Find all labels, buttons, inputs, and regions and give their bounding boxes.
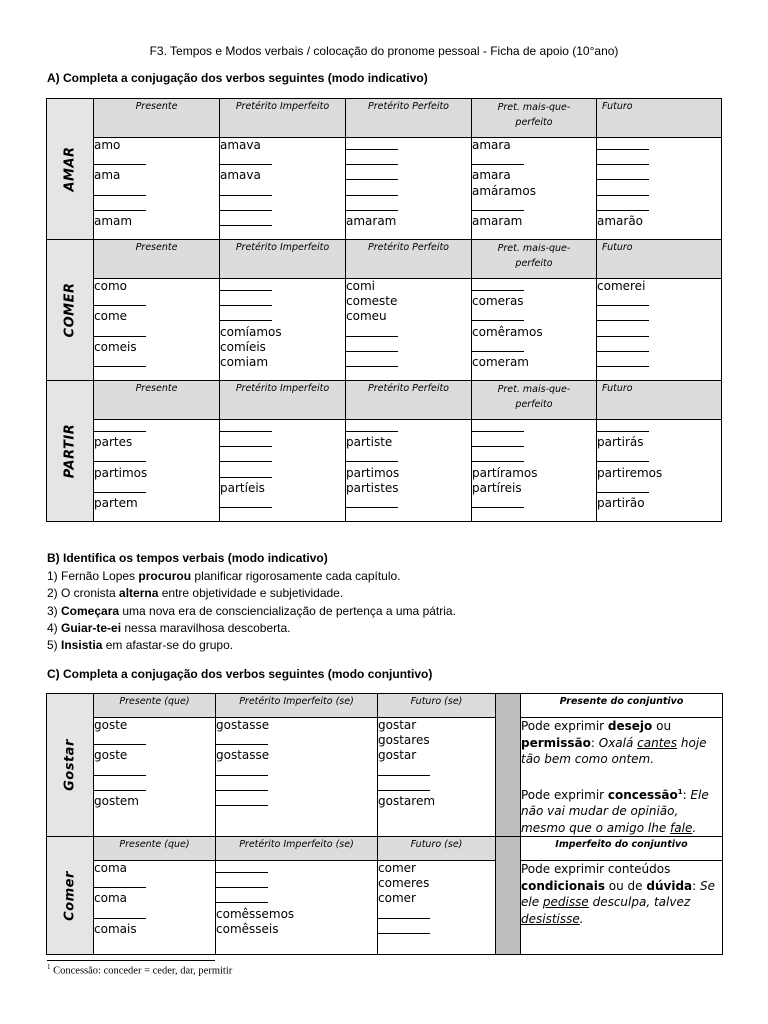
answer-blank[interactable] (220, 214, 345, 229)
tense-header: Pretérito Perfeito (346, 99, 472, 138)
answer-blank[interactable] (216, 861, 377, 876)
footnote-text: Concessão: conceder = ceder, dar, permitir (53, 965, 233, 977)
answer-blank[interactable] (378, 907, 495, 922)
verb-form: partimos (94, 465, 148, 480)
answer-blank[interactable] (220, 153, 345, 168)
answer-blank[interactable] (216, 794, 377, 809)
footnote-separator (47, 960, 215, 961)
conjugation-cell (346, 279, 472, 381)
tense-header: Pret. mais-que-perfeito (472, 99, 597, 138)
answer-blank[interactable] (472, 199, 596, 214)
grammar-note (521, 718, 723, 837)
answer-blank[interactable] (216, 764, 377, 779)
answer-blank[interactable] (472, 450, 596, 465)
verb-form: coma (94, 861, 127, 875)
answer-blank[interactable] (216, 891, 377, 906)
verb-form: comíamos (220, 324, 282, 339)
conjugation-cell (472, 279, 597, 381)
tense-header: Pretérito Perfeito (346, 381, 472, 420)
answer-blank[interactable] (94, 876, 215, 891)
verb-form: partirás (597, 435, 644, 450)
note-paragraph: Pode exprimir desejo ou permissão: Oxalá cantes hoje tão bem como ontem. (521, 719, 707, 766)
tense-header: Pret. mais-que-perfeito (472, 381, 597, 420)
answer-blank[interactable] (472, 279, 596, 294)
tense-header: Futuro (se) (378, 837, 496, 861)
conjugation-cell (94, 279, 220, 381)
verb-form: comiam (220, 354, 269, 369)
verb-form: comeras (472, 294, 524, 309)
verb-form: comais (94, 921, 137, 936)
sentence-item (47, 638, 233, 652)
section-c-heading: C) Completa a conjugação dos verbos seguintes (modo conjuntivo) (47, 667, 433, 681)
verb-form: partiremos (597, 465, 663, 480)
answer-blank[interactable] (94, 184, 219, 199)
answer-blank[interactable] (346, 199, 471, 214)
answer-blank[interactable] (597, 168, 721, 183)
answer-blank[interactable] (94, 481, 219, 496)
answer-blank[interactable] (220, 450, 345, 465)
sentence-text: 5) (47, 638, 62, 653)
answer-blank[interactable] (220, 496, 345, 511)
answer-blank[interactable] (597, 309, 721, 324)
conjugation-cell (216, 861, 378, 955)
answer-blank[interactable] (597, 340, 721, 355)
verb-form: amam (94, 213, 133, 228)
shaded-column (496, 694, 521, 837)
conjugation-cell (597, 279, 722, 381)
conjugation-cell (346, 138, 472, 240)
verb-form: comeu (346, 309, 387, 324)
answer-blank[interactable] (94, 764, 215, 779)
verb-highlight: alterna (119, 586, 159, 601)
footnote (47, 963, 232, 977)
answer-blank[interactable] (346, 325, 471, 340)
conjugation-cell (472, 138, 597, 240)
answer-blank[interactable] (216, 733, 377, 748)
answer-blank[interactable] (346, 184, 471, 199)
answer-blank[interactable] (220, 184, 345, 199)
verb-form: comeis (94, 339, 137, 354)
verb-form: comêssemos (216, 906, 295, 921)
verb-form: comer (378, 861, 416, 875)
answer-blank[interactable] (94, 355, 219, 370)
verb-highlight: Insistia (61, 638, 103, 653)
verb-form: partíramos (472, 465, 538, 480)
answer-blank[interactable] (220, 435, 345, 450)
answer-blank[interactable] (220, 420, 345, 435)
answer-blank[interactable] (216, 876, 377, 891)
shaded-column (496, 837, 521, 955)
verb-label-cell (47, 694, 94, 837)
sentence-item (47, 604, 456, 618)
answer-blank[interactable] (597, 199, 721, 214)
answer-blank[interactable] (597, 294, 721, 309)
verb-label-cell (47, 240, 94, 381)
verb-form: partirão (597, 495, 645, 510)
conjugation-cell (216, 718, 378, 837)
footnote-mark: 1 (47, 963, 51, 971)
verb-label-cell (47, 837, 94, 955)
sentence-text: uma nova era de consciencialização de pertença a uma pátria. (119, 603, 456, 618)
tense-header: Futuro (597, 240, 722, 279)
verb-label: AMAR (62, 146, 78, 192)
answer-blank[interactable] (597, 481, 721, 496)
answer-blank[interactable] (472, 153, 596, 168)
verb-form: goste (94, 718, 128, 732)
tense-header: Pretérito Perfeito (346, 240, 472, 279)
answer-blank[interactable] (94, 779, 215, 794)
answer-blank[interactable] (220, 199, 345, 214)
tense-header: Pretérito Imperfeito (se) (216, 837, 378, 861)
conjugation-cell (94, 861, 216, 955)
tense-header: Presente (que) (94, 694, 216, 718)
conjugation-cell (94, 718, 216, 837)
verb-label: COMER (62, 282, 78, 338)
answer-blank[interactable] (597, 138, 721, 153)
sentence-text: 3) (47, 603, 62, 618)
answer-blank[interactable] (378, 922, 495, 937)
verb-form: comerei (597, 279, 646, 293)
verb-form: gostasse (216, 718, 270, 732)
verb-form: gostar (378, 718, 417, 732)
tense-header: Presente (94, 381, 220, 420)
verb-label-cell (47, 99, 94, 240)
verb-form: comer (378, 891, 416, 906)
answer-blank[interactable] (597, 325, 721, 340)
answer-blank[interactable] (472, 340, 596, 355)
sentence-item (47, 586, 343, 600)
verb-form: amava (220, 168, 261, 183)
answer-blank[interactable] (346, 168, 471, 183)
note-header: Imperfeito do conjuntivo (521, 837, 723, 861)
answer-blank[interactable] (597, 153, 721, 168)
verb-label: Comer (62, 870, 78, 921)
tense-header: Futuro (597, 99, 722, 138)
verb-form: comeste (346, 294, 398, 309)
answer-blank[interactable] (94, 325, 219, 340)
answer-blank[interactable] (220, 294, 345, 309)
answer-blank[interactable] (378, 764, 495, 779)
answer-blank[interactable] (597, 450, 721, 465)
sentence-text: em afastar-se do grupo. (102, 638, 234, 653)
answer-blank[interactable] (346, 496, 471, 511)
answer-blank[interactable] (94, 294, 219, 309)
verb-form: amo (94, 138, 121, 152)
verb-form: partimos (346, 465, 400, 480)
verb-form: amáramos (472, 183, 536, 198)
note-paragraph: Pode exprimir concessão$^1$: Ele não vai mudar de opinião, mesmo que o amigo lhe fale. (521, 787, 709, 835)
tense-header: Presente (que) (94, 837, 216, 861)
answer-blank[interactable] (472, 420, 596, 435)
verb-form: gostasse (216, 748, 270, 763)
verb-form: amara (472, 168, 511, 183)
section-a-heading: A) Completa a conjugação dos verbos seguintes (modo indicativo) (47, 71, 428, 85)
answer-blank[interactable] (94, 153, 219, 168)
tense-header: Presente (94, 99, 220, 138)
answer-blank[interactable] (346, 153, 471, 168)
indicative-conjugation-table (46, 98, 722, 522)
sentence-text: entre objetividade e subjetividade. (158, 586, 344, 601)
answer-blank[interactable] (346, 340, 471, 355)
conjugation-cell (346, 420, 472, 522)
sentence-text: 4) (47, 620, 62, 635)
page-title: F3. Tempos e Modos verbais / colocação do pronome pessoal - Ficha de apoio (10°ano) (149, 44, 619, 58)
verb-form: comêsseis (216, 921, 279, 936)
verb-form: partíeis (220, 480, 265, 495)
verb-form: comêramos (472, 324, 543, 339)
answer-blank[interactable] (346, 138, 471, 153)
answer-blank[interactable] (220, 279, 345, 294)
tense-header: Pret. mais-que-perfeito (472, 240, 597, 279)
verb-form: gostarem (378, 793, 436, 808)
note-header: Presente do conjuntivo (521, 694, 723, 718)
verb-form: ama (94, 168, 121, 183)
conjugation-cell (94, 138, 220, 240)
verb-form: partiste (346, 435, 393, 450)
answer-blank[interactable] (378, 779, 495, 794)
verb-form: gostar (378, 748, 417, 763)
sentence-text: 1) Fernão Lopes (47, 569, 139, 583)
conjugation-cell (94, 420, 220, 522)
conjugation-cell (472, 420, 597, 522)
verb-form: goste (94, 748, 128, 763)
tense-header: Presente (94, 240, 220, 279)
verb-form: gostares (378, 733, 430, 748)
verb-highlight: procurou (138, 569, 192, 583)
verb-form: partíreis (472, 480, 522, 495)
conjugation-cell (220, 138, 346, 240)
verb-form: amaram (346, 213, 397, 228)
tense-header: Pretérito Imperfeito (se) (216, 694, 378, 718)
answer-blank[interactable] (472, 309, 596, 324)
verb-form: come (94, 309, 128, 324)
answer-blank[interactable] (220, 466, 345, 481)
verb-form: partem (94, 495, 138, 510)
verb-form: como (94, 279, 127, 293)
verb-form: amarão (597, 213, 644, 228)
answer-blank[interactable] (597, 355, 721, 370)
conjugation-cell (220, 420, 346, 522)
verb-label: PARTIR (62, 423, 78, 479)
answer-blank[interactable] (94, 733, 215, 748)
verb-label-cell (47, 381, 94, 522)
sentence-text: nessa maravilhosa descoberta. (121, 620, 291, 635)
conjugation-cell (220, 279, 346, 381)
tense-header: Pretérito Imperfeito (220, 381, 346, 420)
verb-form: partistes (346, 480, 399, 495)
note-paragraph: Pode exprimir conteúdos condicionais ou de dúvida: Se ele pedisse desculpa, talvez desistisse. (521, 862, 715, 926)
conjugation-cell (378, 718, 496, 837)
verb-highlight: Guiar-te-ei (61, 620, 122, 635)
verb-form: comeres (378, 876, 430, 891)
sentence-text: 2) O cronista (47, 586, 120, 601)
section-b-heading: B) Identifica os tempos verbais (modo indicativo) (47, 551, 328, 565)
verb-form: coma (94, 891, 127, 906)
verb-form: comeram (472, 354, 529, 369)
verb-label: Gostar (62, 739, 78, 791)
conjugation-cell (378, 861, 496, 955)
verb-form: amava (220, 138, 261, 152)
answer-blank[interactable] (472, 435, 596, 450)
answer-blank[interactable] (94, 450, 219, 465)
answer-blank[interactable] (216, 779, 377, 794)
sentence-text: planificar rigorosamente cada capítulo. (191, 569, 401, 583)
verb-form: amara (472, 138, 511, 152)
answer-blank[interactable] (94, 907, 215, 922)
answer-blank[interactable] (94, 420, 219, 435)
tense-header: Pretérito Imperfeito (220, 240, 346, 279)
answer-blank[interactable] (597, 420, 721, 435)
verb-highlight: Começara (61, 603, 120, 618)
tense-header: Futuro (se) (378, 694, 496, 718)
tense-header: Pretérito Imperfeito (220, 99, 346, 138)
tense-header: Futuro (597, 381, 722, 420)
verb-form: amaram (472, 213, 523, 228)
conjugation-cell (597, 420, 722, 522)
sentence-item (47, 569, 401, 583)
verb-form: comi (346, 279, 375, 293)
answer-blank[interactable] (94, 199, 219, 214)
verb-form: partes (94, 435, 133, 450)
answer-blank[interactable] (346, 420, 471, 435)
answer-blank[interactable] (346, 450, 471, 465)
verb-form: gostem (94, 793, 139, 808)
answer-blank[interactable] (346, 355, 471, 370)
conjugation-cell (597, 138, 722, 240)
answer-blank[interactable] (220, 309, 345, 324)
answer-blank[interactable] (472, 496, 596, 511)
grammar-note (521, 861, 723, 955)
subjunctive-conjugation-table (46, 693, 723, 955)
verb-form: comíeis (220, 339, 266, 354)
answer-blank[interactable] (597, 184, 721, 199)
sentence-item (47, 621, 290, 635)
